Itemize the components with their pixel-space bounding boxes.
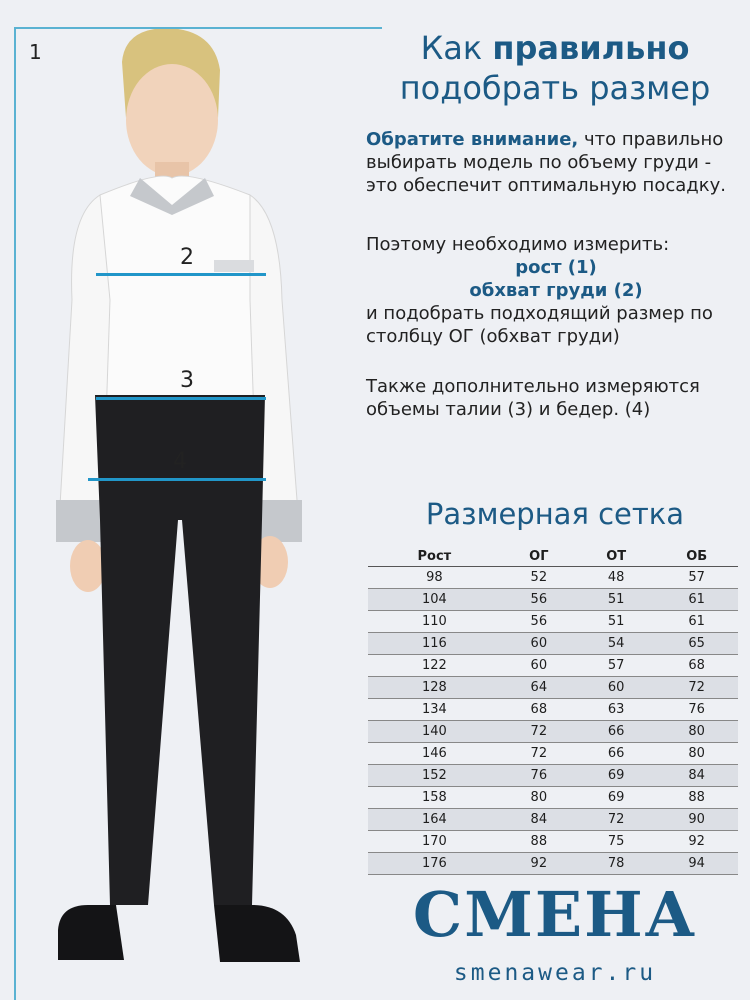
cell-waist: 54 xyxy=(577,632,655,654)
cell-chest: 84 xyxy=(501,808,577,830)
header-height: Рост xyxy=(368,547,501,566)
brand-website: smenawear.ru xyxy=(453,960,657,986)
cell-hips: 61 xyxy=(655,588,738,610)
cell-waist: 57 xyxy=(577,654,655,676)
cell-hips: 88 xyxy=(655,786,738,808)
brand-logo: СМЕНА xyxy=(412,878,698,951)
cell-hips: 68 xyxy=(655,654,738,676)
cell-height: 104 xyxy=(368,588,501,610)
instruction-intro: Поэтому необходимо измерить: xyxy=(366,234,670,255)
table-row xyxy=(368,742,738,764)
waist-marker: 3 xyxy=(180,368,194,393)
height-guide-left xyxy=(14,27,16,1000)
size-table xyxy=(368,547,738,875)
cell-height: 158 xyxy=(368,786,501,808)
table-row xyxy=(368,566,738,588)
cell-waist: 75 xyxy=(577,830,655,852)
cell-hips: 92 xyxy=(655,830,738,852)
cell-hips: 90 xyxy=(655,808,738,830)
face-shape xyxy=(126,64,218,176)
table-row xyxy=(368,830,738,852)
cell-waist: 69 xyxy=(577,786,655,808)
title-part1-bold: правильно xyxy=(492,29,690,67)
cell-chest: 92 xyxy=(501,852,577,874)
cell-hips: 76 xyxy=(655,698,738,720)
cell-height: 122 xyxy=(368,654,501,676)
height-marker: 1 xyxy=(29,40,42,64)
cell-waist: 66 xyxy=(577,720,655,742)
header-chest: ОГ xyxy=(501,547,577,566)
left-cuff-shape xyxy=(56,500,102,542)
cell-height: 110 xyxy=(368,610,501,632)
cell-chest: 76 xyxy=(501,764,577,786)
cell-height: 164 xyxy=(368,808,501,830)
cell-hips: 72 xyxy=(655,676,738,698)
cell-waist: 51 xyxy=(577,610,655,632)
cell-chest: 80 xyxy=(501,786,577,808)
cell-waist: 72 xyxy=(577,808,655,830)
cell-waist: 48 xyxy=(577,566,655,588)
height-guide-top xyxy=(14,27,382,29)
right-shoe-shape xyxy=(214,905,300,962)
table-row xyxy=(368,808,738,830)
extra-paragraph: Также дополнительно измеряются объемы талии (3) и бедер. (4) xyxy=(366,376,700,420)
table-row xyxy=(368,632,738,654)
pocket-shape xyxy=(214,260,254,272)
notice-accent: Обратите внимание, xyxy=(366,129,579,150)
size-table-body xyxy=(368,566,738,874)
cell-chest: 52 xyxy=(501,566,577,588)
cell-height: 152 xyxy=(368,764,501,786)
cell-chest: 60 xyxy=(501,654,577,676)
instruction-item1: рост (1) xyxy=(515,257,597,278)
cell-chest: 72 xyxy=(501,720,577,742)
table-header-row xyxy=(368,547,738,566)
cell-chest: 56 xyxy=(501,588,577,610)
left-hand-shape xyxy=(70,540,106,592)
cell-height: 146 xyxy=(368,742,501,764)
cell-hips: 65 xyxy=(655,632,738,654)
cell-waist: 66 xyxy=(577,742,655,764)
cell-chest: 72 xyxy=(501,742,577,764)
cell-hips: 80 xyxy=(655,742,738,764)
cell-chest: 56 xyxy=(501,610,577,632)
table-row xyxy=(368,654,738,676)
cell-height: 170 xyxy=(368,830,501,852)
table-row xyxy=(368,786,738,808)
right-cuff-shape xyxy=(256,500,302,542)
cell-height: 176 xyxy=(368,852,501,874)
size-table-title: Размерная сетка xyxy=(425,497,685,531)
cell-waist: 69 xyxy=(577,764,655,786)
instruction-paragraph xyxy=(366,233,746,348)
cell-height: 134 xyxy=(368,698,501,720)
cell-waist: 60 xyxy=(577,676,655,698)
cell-waist: 78 xyxy=(577,852,655,874)
cell-hips: 57 xyxy=(655,566,738,588)
table-row xyxy=(368,720,738,742)
cell-chest: 64 xyxy=(501,676,577,698)
title-line2: подобрать размер xyxy=(399,69,711,107)
cell-hips: 84 xyxy=(655,764,738,786)
cell-hips: 94 xyxy=(655,852,738,874)
notice-paragraph xyxy=(366,128,746,197)
chest-measure-line xyxy=(96,273,266,276)
cell-hips: 80 xyxy=(655,720,738,742)
cell-waist: 51 xyxy=(577,588,655,610)
cell-waist: 63 xyxy=(577,698,655,720)
header-waist: ОТ xyxy=(577,547,655,566)
left-shoe-shape xyxy=(58,905,124,960)
page-title xyxy=(360,28,750,108)
instruction-outro: и подобрать подходящий размер по столбцу ОГ (обхват груди) xyxy=(366,303,713,347)
cell-chest: 88 xyxy=(501,830,577,852)
cell-height: 116 xyxy=(368,632,501,654)
table-row xyxy=(368,610,738,632)
hip-marker: 4 xyxy=(173,449,187,474)
hip-measure-line xyxy=(88,478,266,481)
table-row xyxy=(368,588,738,610)
cell-hips: 61 xyxy=(655,610,738,632)
cell-height: 140 xyxy=(368,720,501,742)
table-row xyxy=(368,698,738,720)
table-row xyxy=(368,764,738,786)
notice-text: что правильно выбирать модель по объему груди - это обеспечит оптимальную посадку. xyxy=(366,129,726,196)
cell-height: 98 xyxy=(368,566,501,588)
header-hips: ОБ xyxy=(655,547,738,566)
instruction-item2: обхват груди (2) xyxy=(469,280,643,301)
table-row xyxy=(368,852,738,874)
cell-chest: 60 xyxy=(501,632,577,654)
chest-marker: 2 xyxy=(180,245,194,270)
cell-height: 128 xyxy=(368,676,501,698)
waist-measure-line xyxy=(96,397,266,400)
cell-chest: 68 xyxy=(501,698,577,720)
title-part1: Как xyxy=(420,29,493,67)
table-row xyxy=(368,676,738,698)
